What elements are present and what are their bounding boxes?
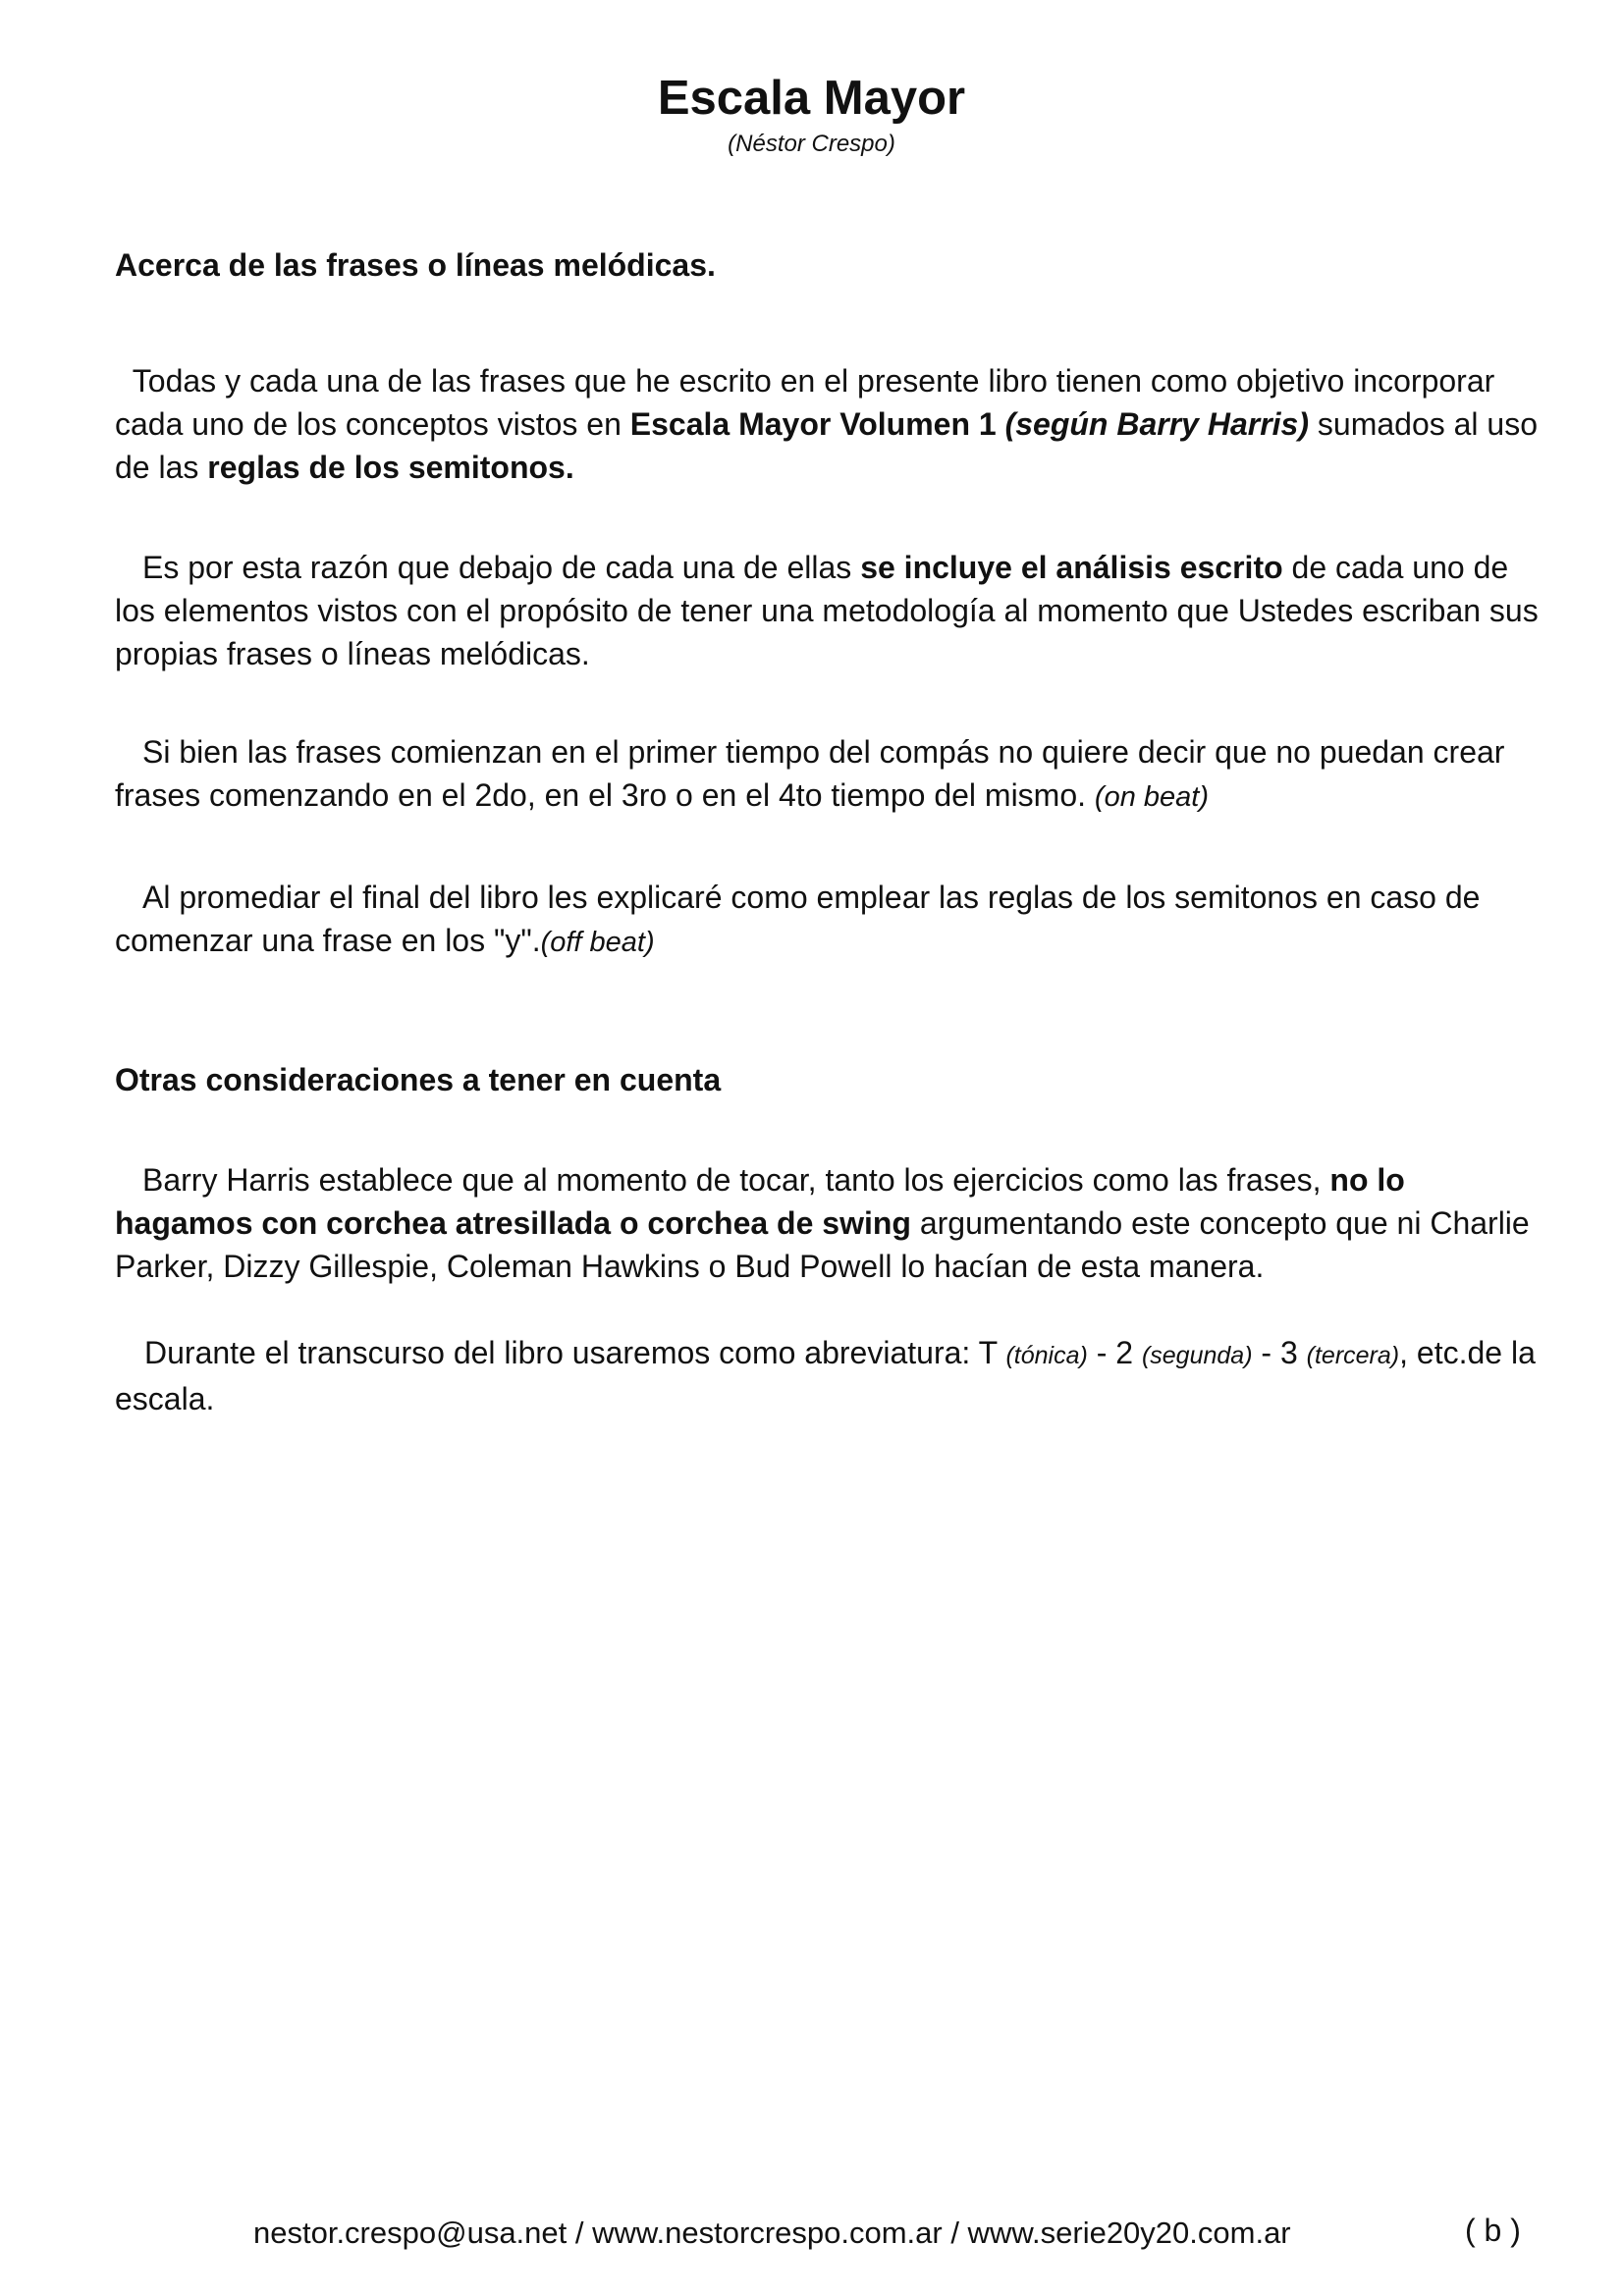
paragraph-barry-harris: [115, 1158, 1548, 1288]
footer-contact: nestor.crespo@usa.net / www.nestorcrespo.com.ar / www.serie20y20.com.ar: [253, 2216, 1291, 2250]
paragraph-on-beat: [115, 730, 1548, 819]
paragraph-text: Todas y cada una de las frases que he escrito en el presente libro tienen como objetivo incorporar cada uno de los conceptos vistos en: [115, 363, 1504, 442]
paragraph-text: Al promediar el final del libro les explicaré como emplear las reglas de los semitonos en caso de comenzar una frase en los "y".: [115, 880, 1481, 958]
italic-note: (segunda): [1141, 1342, 1253, 1369]
italic-note: (tercera): [1306, 1342, 1400, 1369]
paragraph-text: [997, 406, 1005, 442]
paragraph-abreviatura: [115, 1331, 1548, 1420]
page-author: (Néstor Crespo): [728, 131, 895, 157]
section-heading-consideraciones: Otras consideraciones a tener en cuenta: [115, 1062, 722, 1097]
paragraph-objetivo: [115, 359, 1548, 489]
paragraph-text: Es por esta razón que debajo de cada una de ellas: [142, 550, 861, 585]
bold-text: Escala Mayor Volumen 1: [629, 406, 997, 442]
section-heading-frases: Acerca de las frases o líneas melódicas.: [115, 247, 716, 283]
paragraph-text: - 2: [1087, 1335, 1142, 1370]
paragraph-analisis: [115, 546, 1548, 675]
italic-note: (tónica): [1005, 1342, 1088, 1369]
paragraph-text: sumados al uso de las: [115, 406, 1546, 485]
paragraph-text: Barry Harris establece que al momento de tocar, tanto los ejercicios como las frases,: [142, 1162, 1330, 1198]
paragraph-text: de cada uno de los elementos vistos con el propósito de tener una metodología al momento que Ustedes escriban sus propias frases o líneas melódicas.: [115, 550, 1539, 671]
paragraph-text: Durante el transcurso del libro usaremos como abreviatura: T: [144, 1335, 1006, 1370]
bold-text: se incluye el análisis escrito: [860, 550, 1283, 585]
paragraph-text: Si bien las frases comienzan en el primer tiempo del compás no quiere decir que no puedan crear frases comenzando en el 2do, en el 3ro o en el 4to tiempo del mismo.: [115, 734, 1505, 813]
italic-note: (on beat): [1094, 781, 1209, 813]
page-number: ( b ): [1465, 2213, 1521, 2248]
paragraph-text: , etc.de la escala.: [115, 1335, 1536, 1416]
bold-text: no lo hagamos con corchea atresillada o corchea de swing: [115, 1162, 1405, 1241]
paragraph-text: argumentando este concepto que ni Charlie Parker, Dizzy Gillespie, Coleman Hawkins o Bud Powell lo hacían de esta manera.: [115, 1205, 1530, 1284]
bold-italic-text: (según Barry Harris): [1004, 406, 1309, 442]
page-title: Escala Mayor: [657, 72, 966, 125]
paragraph-off-beat: [115, 876, 1548, 964]
paragraph-text: - 3: [1252, 1335, 1307, 1370]
italic-note: (off beat): [540, 927, 655, 958]
bold-text: reglas de los semitonos.: [207, 450, 574, 485]
